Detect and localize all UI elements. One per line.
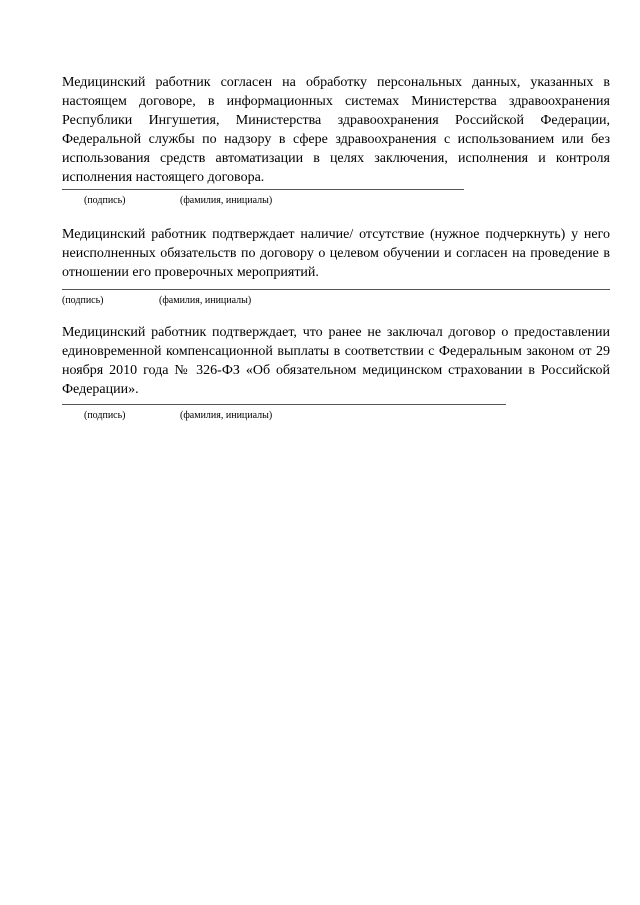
signature-line [62,404,506,405]
name-caption: (фамилия, инициалы) [159,295,252,306]
signature-line [62,189,464,190]
name-caption: (фамилия, инициалы) [180,410,273,421]
signature-line [62,289,610,290]
signature-caption: (подпись) [62,295,104,306]
name-caption: (фамилия, инициалы) [180,195,273,206]
obligations-paragraph: Медицинский работник подтверждает наличие/ отсутствие (нужное подчеркнуть) у него неисполненных обязательств по договору о целевом обучении и согласен на проведение в отношении его проверочных мероприятий. [62,227,610,280]
consent-personal-data-paragraph: Медицинский работник согласен на обработку персональных данных, указанных в настоящем договоре, в информационных системах Министерства здравоохранения Республики Ингушетия, Министерства здравоохранения Российской Федерации, Федеральной службы по надзору в сфере здравоохранения с использованием или без использования средств автоматизации в целях заключения, исполнения и контроля исполнения настоящего договора. [62,75,610,185]
signature-caption: (подпись) [84,195,126,206]
compensation-paragraph: Медицинский работник подтверждает, что ранее не заключал договор о предоставлении единовременной компенсационной выплаты в соответствии с Федеральным законом от 29 ноября 2010 года № 326-ФЗ «Об обязательном медицинском страховании в Российской Федерации». [62,325,610,397]
signature-caption: (подпись) [84,410,126,421]
